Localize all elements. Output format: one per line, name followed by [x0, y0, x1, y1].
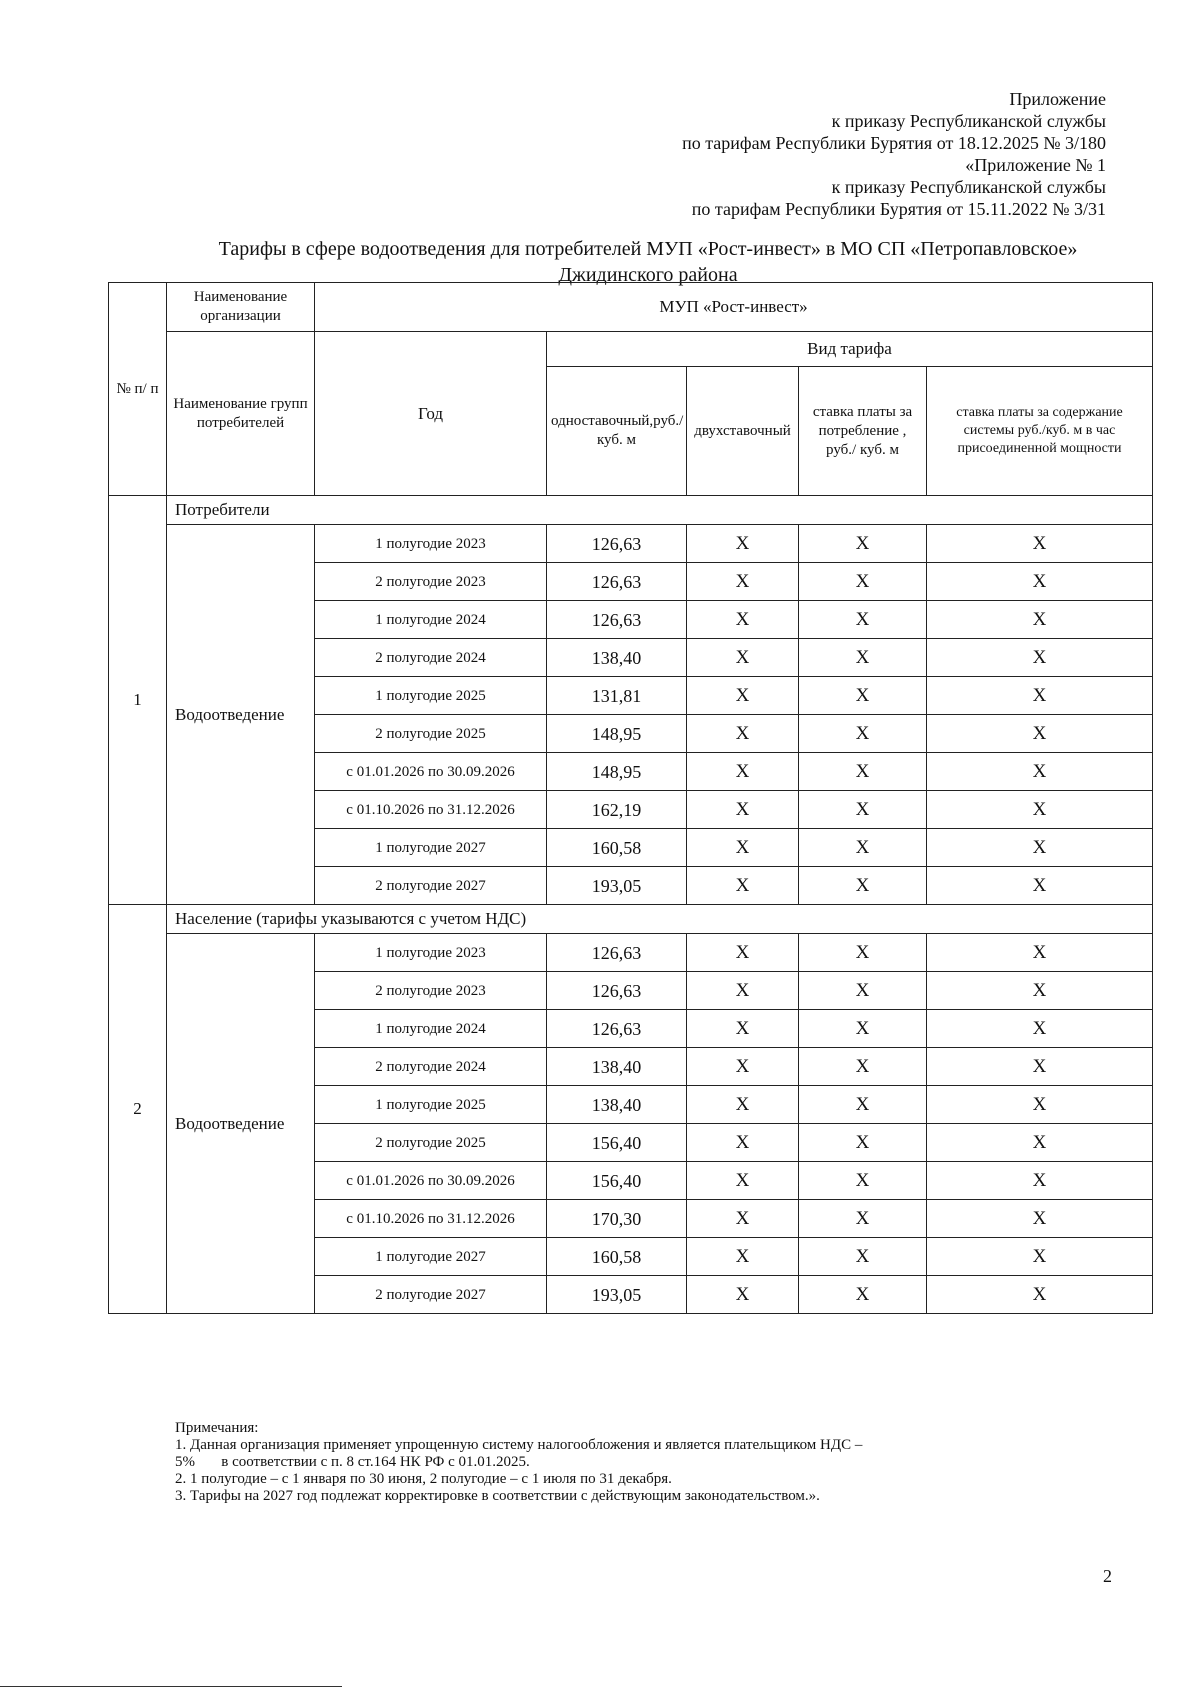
- consumption-rate-cell: X: [799, 715, 927, 753]
- maintenance-rate-cell: X: [927, 1276, 1153, 1314]
- single-rate-value: 126,63: [547, 563, 687, 601]
- notes-block: [175, 1420, 1095, 1505]
- tariff-table: [108, 282, 1153, 1314]
- maintenance-rate-cell: X: [927, 1010, 1153, 1048]
- consumer-group: Водоотведение: [167, 525, 315, 905]
- consumption-rate-cell: X: [799, 1200, 927, 1238]
- single-rate-value: 156,40: [547, 1162, 687, 1200]
- maintenance-rate-cell: X: [927, 1200, 1153, 1238]
- header-line: «Приложение № 1: [965, 155, 1106, 175]
- org-label: Наименование организации: [167, 283, 315, 332]
- tariff-col-two-part: двухставочный: [687, 367, 799, 496]
- consumption-rate-cell: X: [799, 601, 927, 639]
- two-part-cell: X: [687, 1200, 799, 1238]
- consumption-rate-cell: X: [799, 867, 927, 905]
- single-rate-value: 131,81: [547, 677, 687, 715]
- single-rate-value: 193,05: [547, 867, 687, 905]
- two-part-cell: X: [687, 934, 799, 972]
- section-title: Население (тарифы указываются с учетом НДС): [167, 905, 1153, 934]
- header-line: по тарифам Республики Бурятия от 15.11.2022 № 3/31: [691, 199, 1106, 219]
- maintenance-rate-cell: X: [927, 715, 1153, 753]
- maintenance-rate-cell: X: [927, 753, 1153, 791]
- consumption-rate-cell: X: [799, 934, 927, 972]
- maintenance-rate-cell: X: [927, 525, 1153, 563]
- period-cell: 2 полугодие 2023: [315, 563, 547, 601]
- single-rate-value: 126,63: [547, 972, 687, 1010]
- single-rate-value: 138,40: [547, 1048, 687, 1086]
- header-row-type: [109, 332, 1153, 367]
- two-part-cell: X: [687, 639, 799, 677]
- period-cell: с 01.01.2026 по 30.09.2026: [315, 1162, 547, 1200]
- note-1: 1. Данная организация применяет упрощенную систему налогообложения и является плательщиком НДС –: [175, 1437, 863, 1453]
- consumption-rate-cell: X: [799, 563, 927, 601]
- period-cell: 1 полугодие 2027: [315, 1238, 547, 1276]
- section-number: 2: [109, 905, 167, 1314]
- two-part-cell: X: [687, 1086, 799, 1124]
- maintenance-rate-cell: X: [927, 601, 1153, 639]
- consumption-rate-cell: X: [799, 1162, 927, 1200]
- header-line: по тарифам Республики Бурятия от 18.12.2025 № 3/180: [682, 133, 1106, 153]
- two-part-cell: X: [687, 677, 799, 715]
- section-title-row: [109, 905, 1153, 934]
- maintenance-rate-cell: X: [927, 1162, 1153, 1200]
- two-part-cell: X: [687, 1238, 799, 1276]
- single-rate-value: 138,40: [547, 1086, 687, 1124]
- tariff-table-wrap: [108, 282, 1152, 1314]
- two-part-cell: X: [687, 601, 799, 639]
- tariff-col-maintenance: ставка платы за содержание системы руб./куб. м в час присоединенной мощности: [927, 367, 1153, 496]
- period-cell: с 01.10.2026 по 31.12.2026: [315, 1200, 547, 1238]
- notes-heading: Примечания:: [175, 1420, 259, 1436]
- bottom-rule: [0, 1686, 342, 1687]
- two-part-cell: X: [687, 1010, 799, 1048]
- consumer-group: Водоотведение: [167, 934, 315, 1314]
- header-row-org: [109, 283, 1153, 332]
- maintenance-rate-cell: X: [927, 1086, 1153, 1124]
- single-rate-value: 126,63: [547, 601, 687, 639]
- two-part-cell: X: [687, 867, 799, 905]
- col-num-header: № п/ п: [109, 283, 167, 496]
- two-part-cell: X: [687, 1048, 799, 1086]
- single-rate-value: 126,63: [547, 934, 687, 972]
- single-rate-value: 126,63: [547, 1010, 687, 1048]
- note-1-continued: 5% в соответствии с п. 8 ст.164 НК РФ с 01.01.2025.: [175, 1454, 530, 1470]
- period-cell: с 01.10.2026 по 31.12.2026: [315, 791, 547, 829]
- consumption-rate-cell: X: [799, 525, 927, 563]
- single-rate-value: 148,95: [547, 715, 687, 753]
- period-cell: 2 полугодие 2023: [315, 972, 547, 1010]
- section-title-row: [109, 496, 1153, 525]
- period-cell: 1 полугодие 2025: [315, 1086, 547, 1124]
- single-rate-value: 160,58: [547, 1238, 687, 1276]
- period-cell: 2 полугодие 2025: [315, 715, 547, 753]
- period-cell: 1 полугодие 2023: [315, 525, 547, 563]
- maintenance-rate-cell: X: [927, 867, 1153, 905]
- year-label: Год: [315, 332, 547, 496]
- consumption-rate-cell: X: [799, 972, 927, 1010]
- table-row: [109, 934, 1153, 972]
- consumption-rate-cell: X: [799, 1276, 927, 1314]
- consumption-rate-cell: X: [799, 1086, 927, 1124]
- note-2: 2. 1 полугодие – с 1 января по 30 июня, 2 полугодие – с 1 июля по 31 декабря.: [175, 1471, 672, 1487]
- section-number: 1: [109, 496, 167, 905]
- document-title: [148, 236, 1148, 288]
- header-line: к приказу Республиканской службы: [831, 111, 1106, 131]
- single-rate-value: 162,19: [547, 791, 687, 829]
- two-part-cell: X: [687, 563, 799, 601]
- consumption-rate-cell: X: [799, 1010, 927, 1048]
- consumption-rate-cell: X: [799, 1238, 927, 1276]
- title-line-2: Джидинского района: [558, 264, 738, 286]
- header-line: к приказу Республиканской службы: [831, 177, 1106, 197]
- period-cell: 1 полугодие 2027: [315, 829, 547, 867]
- tariff-col-consumption: ставка платы за потребление , руб./ куб. м: [799, 367, 927, 496]
- page-number: 2: [1103, 1566, 1112, 1586]
- title-line-1: Тарифы в сфере водоотведения для потребителей МУП «Рост-инвест» в МО СП «Петропавловское»: [218, 238, 1078, 260]
- single-rate-value: 160,58: [547, 829, 687, 867]
- period-cell: 2 полугодие 2025: [315, 1124, 547, 1162]
- maintenance-rate-cell: X: [927, 829, 1153, 867]
- consumption-rate-cell: X: [799, 639, 927, 677]
- period-cell: 2 полугодие 2024: [315, 639, 547, 677]
- maintenance-rate-cell: X: [927, 639, 1153, 677]
- period-cell: 1 полугодие 2025: [315, 677, 547, 715]
- two-part-cell: X: [687, 1276, 799, 1314]
- consumption-rate-cell: X: [799, 791, 927, 829]
- maintenance-rate-cell: X: [927, 563, 1153, 601]
- maintenance-rate-cell: X: [927, 677, 1153, 715]
- group-label: Наименование групп потребителей: [167, 332, 315, 496]
- note-3: 3. Тарифы на 2027 год подлежат корректировке в соответствии с действующим законодательством.».: [175, 1488, 820, 1504]
- header-block: [682, 88, 1106, 220]
- two-part-cell: X: [687, 1124, 799, 1162]
- maintenance-rate-cell: X: [927, 1124, 1153, 1162]
- maintenance-rate-cell: X: [927, 1048, 1153, 1086]
- single-rate-value: 126,63: [547, 525, 687, 563]
- two-part-cell: X: [687, 1162, 799, 1200]
- two-part-cell: X: [687, 715, 799, 753]
- maintenance-rate-cell: X: [927, 791, 1153, 829]
- maintenance-rate-cell: X: [927, 934, 1153, 972]
- period-cell: 2 полугодие 2024: [315, 1048, 547, 1086]
- consumption-rate-cell: X: [799, 753, 927, 791]
- period-cell: 2 полугодие 2027: [315, 867, 547, 905]
- two-part-cell: X: [687, 791, 799, 829]
- tariff-col-single: одноставочный,руб./ куб. м: [547, 367, 687, 496]
- period-cell: 2 полугодие 2027: [315, 1276, 547, 1314]
- org-value: МУП «Рост-инвест»: [315, 283, 1153, 332]
- consumption-rate-cell: X: [799, 1048, 927, 1086]
- maintenance-rate-cell: X: [927, 1238, 1153, 1276]
- period-cell: 1 полугодие 2023: [315, 934, 547, 972]
- tariff-type-label: Вид тарифа: [547, 332, 1153, 367]
- period-cell: с 01.01.2026 по 30.09.2026: [315, 753, 547, 791]
- period-cell: 1 полугодие 2024: [315, 1010, 547, 1048]
- consumption-rate-cell: X: [799, 677, 927, 715]
- period-cell: 1 полугодие 2024: [315, 601, 547, 639]
- single-rate-value: 148,95: [547, 753, 687, 791]
- single-rate-value: 170,30: [547, 1200, 687, 1238]
- two-part-cell: X: [687, 753, 799, 791]
- single-rate-value: 193,05: [547, 1276, 687, 1314]
- consumption-rate-cell: X: [799, 1124, 927, 1162]
- single-rate-value: 138,40: [547, 639, 687, 677]
- two-part-cell: X: [687, 972, 799, 1010]
- two-part-cell: X: [687, 829, 799, 867]
- maintenance-rate-cell: X: [927, 972, 1153, 1010]
- consumption-rate-cell: X: [799, 829, 927, 867]
- table-row: [109, 525, 1153, 563]
- header-line: Приложение: [1009, 89, 1106, 109]
- section-title: Потребители: [167, 496, 1153, 525]
- single-rate-value: 156,40: [547, 1124, 687, 1162]
- two-part-cell: X: [687, 525, 799, 563]
